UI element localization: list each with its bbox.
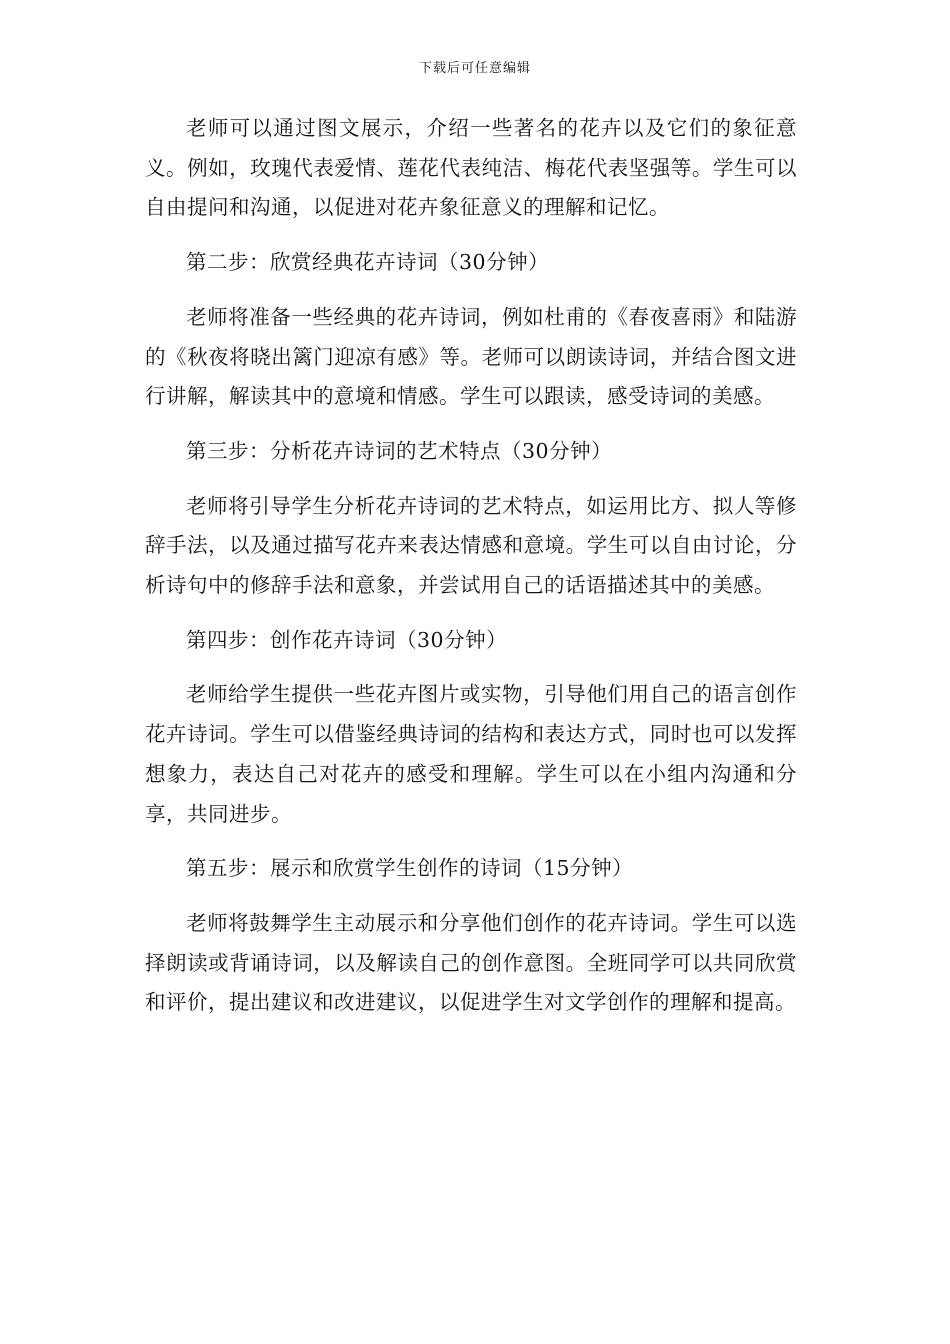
paragraph-flower-symbolism: 老师可以通过图文展示，介绍一些著名的花卉以及它们的象征意义。例如，玫瑰代表爱情、莲花代表纯洁、梅花代表坚强等。学生可以自由提问和沟通，以促进对花卉象征意义的理解和记忆。: [145, 116, 797, 220]
paragraph-showcase: 老师将鼓舞学生主动展示和分享他们创作的花卉诗词。学生可以选择朗读或背诵诗词，以及解读自己的创作意图。全班同学可以共同欣赏和评价，提出建议和改进建议，以促进学生对文学创作的理解和提高。: [145, 910, 797, 1015]
document-body: [145, 109, 797, 1038]
step-heading-4: 第四步：创作花卉诗词（30分钟）: [186, 627, 508, 652]
paragraph-create-poems: 老师给学生提供一些花卉图片或实物，引导他们用自己的语言创作花卉诗词。学生可以借鉴经典诗词的结构和表达方式，同时也可以发挥想象力，表达自己对花卉的感受和理解。学生可以在小组内沟通和分享，共同进步。: [145, 682, 797, 826]
step-heading-2: 第二步：欣赏经典花卉诗词（30分钟）: [186, 250, 550, 275]
step-heading-3: 第三步：分析花卉诗词的艺术特点（30分钟）: [186, 438, 613, 463]
step-heading-5: 第五步：展示和欣赏学生创作的诗词（15分钟）: [186, 856, 634, 881]
paragraph-art-features: 老师将引导学生分析花卉诗词的艺术特点，如运用比方、拟人等修辞手法，以及通过描写花卉来表达情感和意境。学生可以自由讨论，分析诗句中的修辞手法和意象，并尝试用自己的话语描述其中的美感。: [145, 493, 797, 598]
paragraph-classic-poems: 老师将准备一些经典的花卉诗词，例如杜甫的《春夜喜雨》和陆游的《秋夜将晓出篱门迎凉有感》等。老师可以朗读诗词，并结合图文进行讲解，解读其中的意境和情感。学生可以跟读，感受诗词的美感。: [145, 304, 797, 409]
page-header: 下载后可任意编辑: [418, 61, 531, 76]
